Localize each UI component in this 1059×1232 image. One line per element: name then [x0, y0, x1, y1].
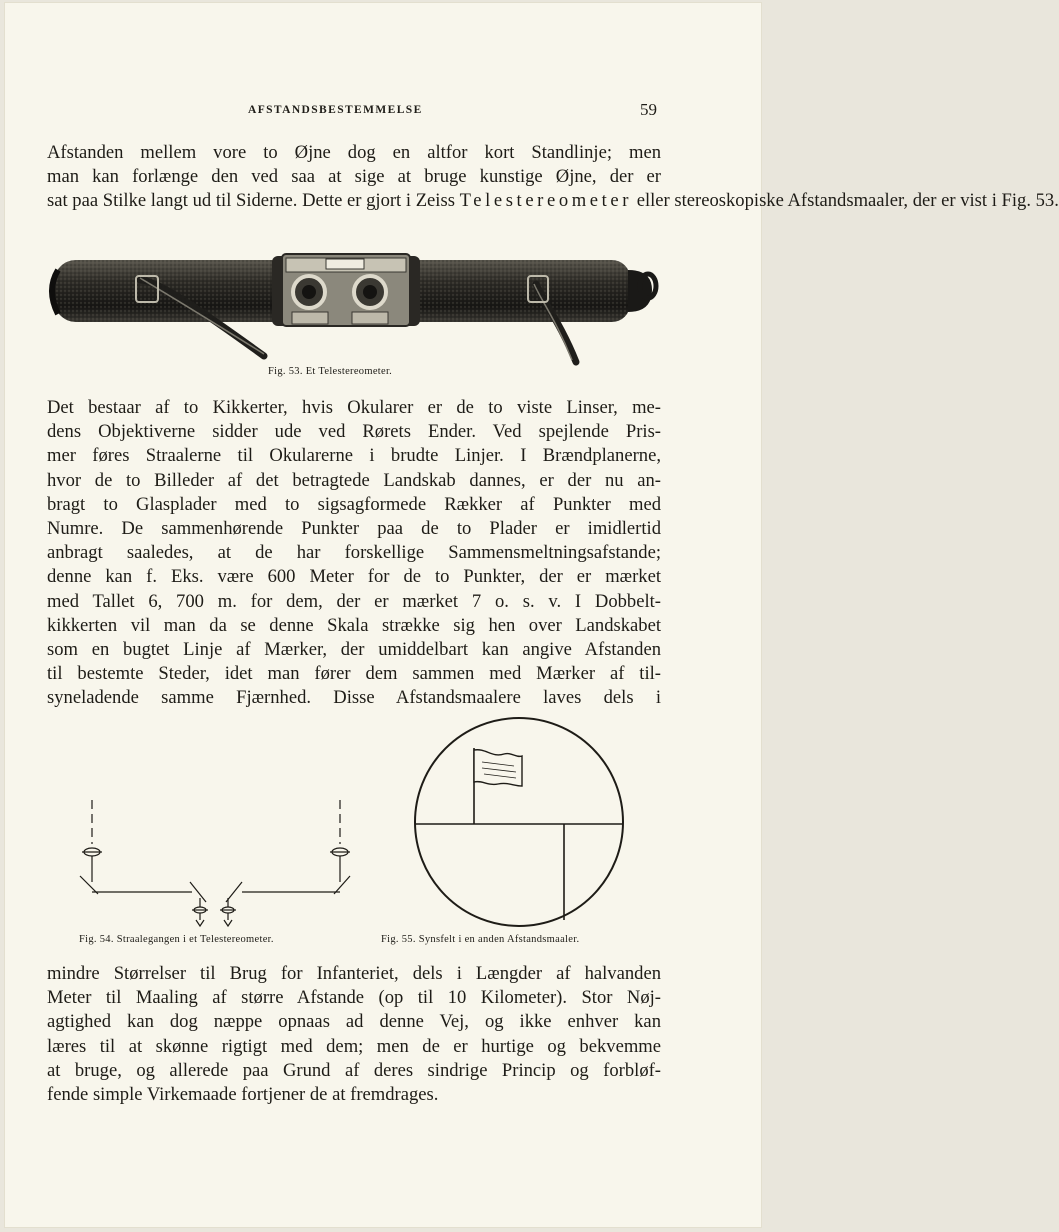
paragraph-1-line: Afstanden mellem vore to Øjne dog en altfor kort Standlinje; men — [47, 142, 661, 163]
paragraph-2 — [47, 396, 661, 711]
paragraph-2-line: Det bestaar af to Kikkerter, hvis Okularer er de to viste Linser, me- — [47, 397, 661, 418]
running-title: AFSTANDSBESTEMMELSE — [248, 104, 423, 116]
paragraph-3 — [47, 962, 661, 1107]
paragraph-2-line: syneladende samme Fjærnhed. Disse Afstandsmaalere laves dels i — [47, 687, 661, 709]
paragraph-2-line: som en bugtet Linje af Mærker, der umiddelbart kan angive Afstanden — [47, 639, 661, 661]
paragraph-1 — [47, 141, 1059, 214]
paragraph-3-line: agtighed kan dog næppe opnaas ad denne Vej, og ikke enhver kan — [47, 1011, 661, 1033]
paragraph-2-line: hvor de to Billeder af det betragtede Landskab dannes, er der nu an- — [47, 469, 661, 491]
figure-53-caption: Fig. 53. Et Telestereometer. — [268, 366, 393, 377]
paragraph-1-line: man kan forlænge den ved saa at sige at bruge kunstige Øjne, der er — [47, 166, 661, 188]
paragraph-3-line: fende simple Virkemaade fortjener de at fremdrages. — [47, 1084, 439, 1106]
paragraph-2-line: bragt to Glasplader med to sigsagformede Rækker af Punkter med — [47, 493, 661, 515]
paragraph-2-line: mer føres Straalerne til Okularerne i brudte Linjer. I Brændplanerne, — [47, 445, 661, 467]
paragraph-3-line: læres til at skønne rigtigt med dem; men de er hurtige og bekvemme — [47, 1035, 661, 1057]
paragraph-2-line: anbragt saaledes, at de har forskellige Sammensmeltningsafstande; — [47, 542, 661, 564]
running-header — [0, 100, 766, 122]
flag-icon — [474, 750, 522, 786]
paragraph-1-line-start: sat paa Stilke langt ud til Siderne. Dette er gjort i Zeiss — [47, 190, 455, 212]
paragraph-2-line: kikkerten vil man da se denne Skala strække sig hen over Landskabet — [47, 614, 661, 636]
telestereometer-illustration — [44, 250, 660, 370]
paragraph-2-line: med Tallet 6, 700 m. for dem, der er mærket 7 o. s. v. I Dobbelt- — [47, 590, 661, 612]
paragraph-2-line: til bestemte Steder, idet man fører dem sammen med Mærker af til- — [47, 663, 661, 685]
paragraph-2-line: dens Objektiverne sidder ude ved Rørets Ender. Ved spejlende Pris- — [47, 421, 661, 443]
paragraph-1-line — [47, 189, 1059, 213]
spaced-term: Telestereometer — [459, 190, 633, 212]
paragraph-3-line: at bruge, og allerede paa Grund af deres sindrige Princip og forbløf- — [47, 1059, 661, 1081]
page-number: 59 — [640, 100, 657, 119]
figure-54-caption: Fig. 54. Straalegangen i et Telestereometer. — [79, 934, 274, 945]
figure-55-caption: Fig. 55. Synsfelt i en anden Afstandsmaaler. — [381, 934, 580, 945]
paragraph-3-line: Meter til Maaling af større Afstande (op til 10 Kilometer). Stor Nøj- — [47, 987, 661, 1009]
paragraph-2-line: Numre. De sammenhørende Punkter paa de to Plader er imidlertid — [47, 518, 661, 540]
ray-path-diagram — [78, 792, 368, 932]
paragraph-1-line-end: eller stereoskopiske Afstandsmaaler, der er vist i Fig. 53. — [636, 190, 1059, 212]
paragraph-3-line: mindre Størrelser til Brug for Infanteriet, dels i Længder af halvanden — [47, 963, 661, 984]
paragraph-2-line: denne kan f. Eks. være 600 Meter for de to Punkter, der er mærket — [47, 566, 661, 588]
field-of-view-diagram — [412, 714, 628, 930]
